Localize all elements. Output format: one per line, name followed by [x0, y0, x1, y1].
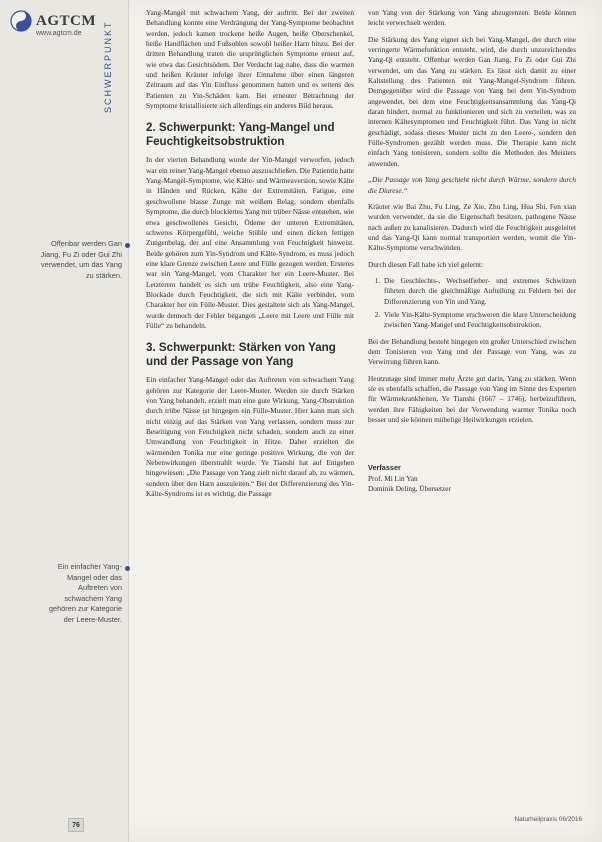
section-heading-2: 2. Schwerpunkt: Yang-Mangel und Feuchtigkeitsobstruktion	[146, 121, 335, 149]
text-column-right	[368, 8, 576, 494]
margin-note-bullet-icon	[125, 243, 130, 248]
list-item: 1. Die Geschlechts-, Wechselfieber- und extremes Schwitzen führten durch die gleichmäßige Aufteilung zu Fehlern bei der Differenzierung von Yin und Yang.	[382, 276, 576, 307]
paragraph: Ein einfacher Yang-Mangel oder das Auftreten von schwachem Yang gehören zur Kategorie der Leere-Muster. Werden sie durch Stärken von Yang behandelt, erzielt man eine gute Wirkung. Yang-Obstruktion durch trübe Nässe ist hingegen ein Fülle-Muster. Hier kann man sich nicht einzig auf das Stärken von Yang verlassen, sondern muss zur Beseitigung von Feuchtigkeit nicht schaden, sondern auch zu einer Umwandlung von Feuchtigkeit in Hitze. Daher erzielten die wärmenden Tonika nur eine geringe positive Wirkung, die von der Nebenwirkungen überstrahlt wurde. Ye Tianshi hat auf Entgehen hingewiesen: „Die Passage von Yang zielt nicht darauf ab, zu wärmen, sondern über den Harn auszuleiten.“ Bei der Differenzierung des Yin-Kälte-Syndroms ist es wichtig, die Passage	[146, 375, 354, 499]
text-column-left	[146, 8, 354, 505]
paragraph: Heutzutage sind immer mehr Ärzte gut darin, Yang zu stärken. Wenn sie es ebenfalls schaffen, die Passage von Yang im Sinne des Experten für Wärmekrankheiten, Ye Tianshi (1667 – 1746), herbeizuführen, werden ihre Fähigkeiten bei der Verwendung warmer Tonika noch besser und sie können mühelige Heilwirkungen erzielen.	[368, 373, 576, 425]
margin-rule	[128, 0, 129, 842]
author-name: Prof. Mi Lin Yan	[368, 473, 418, 483]
paragraph: von Yang von der Stärkung von Yang abzugrenzen. Beide können leicht verwechselt werden.	[368, 8, 576, 28]
margin-note-1: Offenbar werden Gan Jiang, Fu Zi oder Gui Zhi verwendet, um das Yang zu stärken.	[40, 239, 122, 280]
author-block	[368, 463, 576, 494]
paragraph: Die Stärkung des Yang eignet sich bei Yang-Mangel, der durch eine verringerte Wärmefunktion entsteht, wird, die durch unzureichendes Yang-Qi entsteht. Offenbar werden Gan Jiang, Fu Zi oder Gui Zhi verwendet, um das Yang zu stärken. Es lässt sich damit zu einer Kaltstellung des Patienten mit Yang-Mangel-Syndrom führen. Demgegenüber wird die Passage von Yang bei dem Yin-Syndrom angewendet, bei dem eine Feuchtigkeitsansammlung das Yang-Qi daran hindert, normal zu funktionieren und sich zu verteilen, was zu internen Kältesymptomen und Feuchtigkeit führt. Das Yang ist nicht geschädigt, sodass dieses Muster nicht zu den Leere-, sondern den Fülle-Syndromen gezählt werden muss. Die Therapie kann nicht einfach Yang tonisieren, sondern sollte die Methoden des Meisters anwenden.	[368, 34, 576, 168]
footer-source: Naturheilpraxis 06/2016	[514, 816, 582, 823]
margin-note-bullet-icon	[125, 566, 130, 571]
list-item: 2. Viele Yin-Kälte-Symptome erschweren die klare Unterscheidung zwischen Yang-Mangel und Feuchtigkeitsobstruktion.	[382, 310, 576, 331]
paragraph: Yang-Mangel mit schwachem Yang, der auftritt. Bei der zweiten Behandlung konnte eine Verdrängung der Yang-Symptome beobachtet werden, jedoch kamen trockene heiße Augen, heiße Oberschenkel, heiße Handflächen und Fußsohlen sowohl heißer Harn hinzu. Bei der dritten Behandlung traten die ursprünglichen Symptome erneut auf, wie etwa das Gesichtsödem. Der Verdacht lag nahe, dass die warmen und heißen Kräuter infolge ihrer Einnahme über einen längeren Zeitraum auf das Yin Einfluss genommen hatten und es seitens des Patienten zu Yin-Schäden kam. Bei erneuter Betrachtung der Symptome kristallisierte sich allerdings ein anderes Bild heraus.	[146, 8, 354, 111]
yin-yang-icon	[10, 10, 32, 32]
margin-note-2: Ein einfacher Yang-Mangel oder das Auftreten von schwachem Yang gehören zur Kategorie der Leere-Muster.	[48, 562, 122, 624]
author-name: Dominik Deling, Übersetzer	[368, 484, 451, 494]
section-label: SCHWERPUNKT	[103, 20, 113, 113]
authors-label: Verfasser	[368, 463, 401, 473]
logo-url: www.agtcm.de	[36, 30, 82, 37]
paragraph: Bei der Behandlung besteht hingegen ein großer Unterschied zwischen dem Tonisieren von Yang und der Passage von Yang, was zu Verwirrung führen kann.	[368, 336, 576, 367]
logo-text: AGTCM	[36, 12, 96, 29]
quote: „Die Passage von Yang geschieht nicht durch Wärme, sondern durch die Diurese.“	[368, 175, 576, 195]
lessons-list	[368, 276, 576, 331]
paragraph: Kräuter wie Bai Zhu, Fu Ling, Ze Xie, Zhu Ling, Hua Shi, Fen xian wurden verwendet, da sie die Eigenschaft besitzen, pathogene Nässe nach außen zu kanalisieren. Dadurch wird die Feuchtigkeit ausgeleitet und das Yang-Qi kann normal transportiert werden, womit die Yin-Kälte-Symptome verschwinden.	[368, 201, 576, 253]
page-number: 76	[68, 818, 84, 832]
paragraph: In der vierten Behandlung wurde der Yin-Mangel verworfen, jedoch war ein reiner Yang-Mangel ebenso auszuschließen. Die Patientin hatte Yang-Mangel-Symptome, wie Kälte- und Wärmeaversion, sowie Kälte in Händen und Rücken, Kälte der Extremitäten, Fatigue, eine geschwollene blasse Zunge mit weißem Belag, sondern ebenfalls Symptome, die durch blockiertes Yang mit trüber Nässe entstehen, wie etwa geschwollenes Gesicht, Ödeme der unteren Extremitäten, schweres Körpergefühl, weiche Stühle und einen dicken fettigen Zungenbelag, der auf eine Ansammlung von Feuchtigkeit hinweist. Beide gehören zum Yin-Syndrom und Kälte-Syndrom, es muss jedoch eine klare Grenze zwischen Leere und Fülle gezogen werden. Ersteres war ein Yang-Mangel, vom Charakter her ein Leere-Muster. Bei Letzterem handelt es sich um trübe Feuchtigkeit, also eine Yang-Blockade durch Feuchtigkeit, die sich mit Kälte verbindet, vom Charakter her ein Fülle-Muster. Dies gestaltete sich als Yang-Mangel, wurde dennoch der Fehler begangen „Leere mit Leere und Fülle mit Fülle“ zu behandeln.	[146, 155, 354, 330]
paragraph: Durch diesen Fall habe ich viel gelernt:	[368, 259, 484, 269]
section-heading-3: 3. Schwerpunkt: Stärken von Yang und der Passage von Yang	[146, 341, 336, 369]
